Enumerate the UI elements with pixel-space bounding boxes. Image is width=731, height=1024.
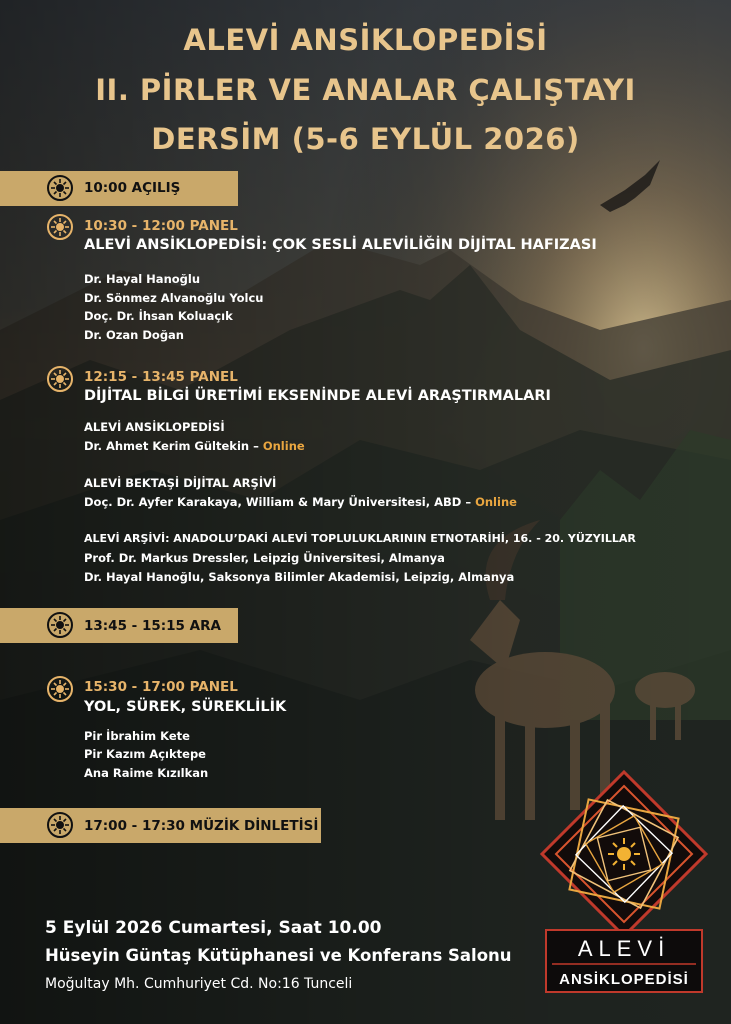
talk1-heading: ALEVİ ANSİKLOPEDİSİ	[84, 420, 225, 434]
sun-emblem-icon	[46, 811, 74, 839]
panel3-speaker: Pir İbrahim Kete	[84, 729, 190, 743]
panel3-speaker: Ana Raime Kızılkan	[84, 766, 209, 780]
panel3-speaker: Pir Kazım Açıktepe	[84, 747, 206, 761]
break-label: 13:45 - 15:15 ARA	[84, 618, 221, 634]
talk3-heading: ALEVİ ARŞİVİ: ANADOLU’DAKİ ALEVİ TOPLULUKLARININ ETNOTARİHİ, 16. - 20. YÜZYILLAR	[84, 532, 636, 545]
talk2-heading: ALEVİ BEKTAŞİ DİJİTAL ARŞİVİ	[84, 476, 277, 490]
logo-line-2: ANSİKLOPEDİSİ	[559, 971, 689, 988]
opening-label: 10:00 AÇILIŞ	[84, 180, 181, 196]
panel2-title: DİJİTAL BİLGİ ÜRETİMİ EKSENİNDE ALEVİ ARAŞTIRMALARI	[84, 388, 551, 404]
alevi-ansiklopedisi-logo	[538, 768, 710, 998]
sun-emblem-icon	[46, 675, 74, 703]
panel1-time: 10:30 - 12:00 PANEL	[84, 218, 238, 234]
sun-emblem-icon	[46, 213, 74, 241]
title-line-1: ALEVİ ANSİKLOPEDİSİ	[183, 23, 548, 57]
panel2-time: 12:15 - 13:45 PANEL	[84, 369, 238, 385]
sun-emblem-icon	[46, 611, 74, 639]
panel3-time: 15:30 - 17:00 PANEL	[84, 679, 238, 695]
panel1-title: ALEVİ ANSİKLOPEDİSİ: ÇOK SESLİ ALEVİLİĞİN DİJİTAL HAFIZASI	[84, 237, 597, 253]
panel1-speaker: Dr. Sönmez Alvanoğlu Yolcu	[84, 291, 264, 305]
online-badge: Online	[262, 439, 305, 453]
panel1-speaker: Dr. Hayal Hanoğlu	[84, 272, 201, 286]
talk3-speaker: Prof. Dr. Markus Dressler, Leipzig Üniversitesi, Almanya	[84, 551, 445, 565]
event-address: Moğultay Mh. Cumhuriyet Cd. No:16 Tunceli	[45, 976, 353, 992]
event-date: 5 Eylül 2026 Cumartesi, Saat 10.00	[45, 918, 382, 938]
talk1-speaker: Dr. Ahmet Kerim Gültekin – Online	[84, 439, 305, 453]
title-line-3: DERSİM (5-6 EYLÜL 2026)	[151, 122, 580, 156]
talk2-speaker: Doç. Dr. Ayfer Karakaya, William & Mary Üniversitesi, ABD – Online	[84, 495, 517, 509]
event-venue: Hüseyin Güntaş Kütüphanesi ve Konferans Salonu	[45, 946, 512, 965]
title-line-2: II. PİRLER VE ANALAR ÇALIŞTAYI	[95, 73, 636, 107]
sun-emblem-icon	[46, 174, 74, 202]
panel1-speaker: Dr. Ozan Doğan	[84, 328, 184, 342]
music-label: 17:00 - 17:30 MÜZİK DİNLETİSİ	[84, 818, 319, 834]
logo-line-1: ALEVİ	[577, 936, 671, 961]
panel1-speaker: Doç. Dr. İhsan Koluaçık	[84, 309, 233, 323]
talk3-speaker: Dr. Hayal Hanoğlu, Saksonya Bilimler Akademisi, Leipzig, Almanya	[84, 570, 515, 584]
sun-emblem-icon	[46, 365, 74, 393]
panel3-title: YOL, SÜREK, SÜREKLİLİK	[84, 699, 287, 715]
online-badge: Online	[475, 495, 517, 509]
